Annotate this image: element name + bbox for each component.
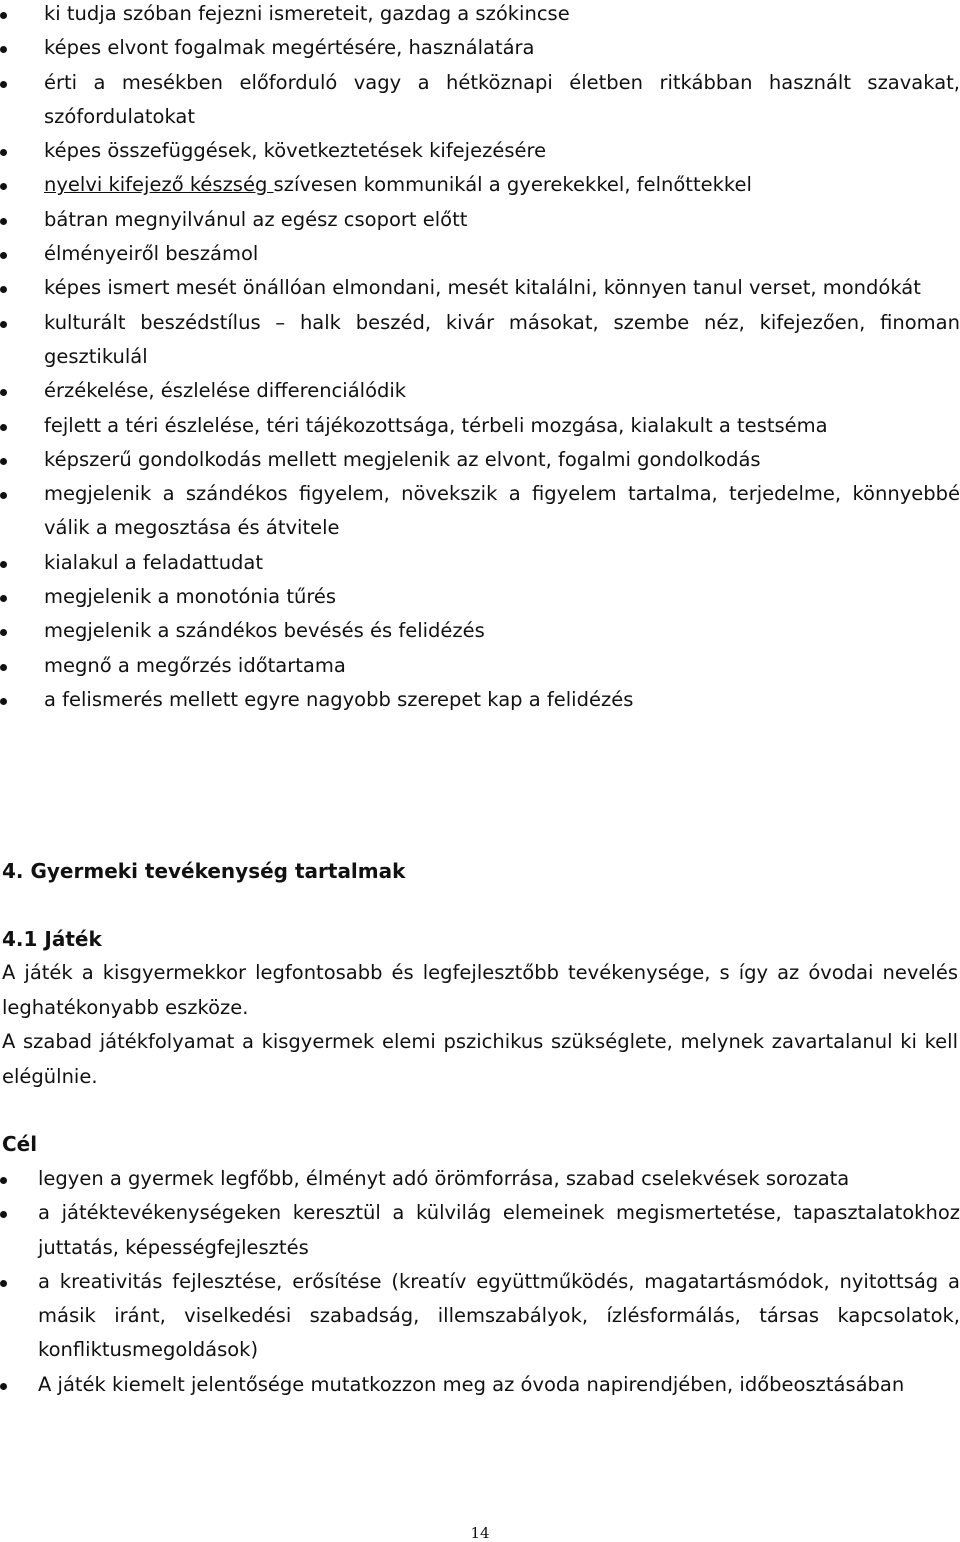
goal-list <box>0 1162 960 1402</box>
bullet-icon <box>0 595 7 602</box>
list-item-text: a felismerés mellett egyre nagyobb szerepet kap a felidézés <box>44 687 634 711</box>
list-item <box>0 31 960 65</box>
goal-heading: Cél <box>2 1132 38 1156</box>
bullet-icon <box>0 286 7 293</box>
list-item-text: képes ismert mesét önállóan elmondani, mesét kitalálni, könnyen tanul verset, mondókát <box>44 276 921 300</box>
list-item <box>0 168 960 202</box>
list-item <box>0 134 960 168</box>
list-item-text: kulturált beszédstílus – halk beszéd, kivár másokat, szembe néz, kifejezően, finoman gesztikulál <box>44 310 960 368</box>
subsection-heading: 4.1 Játék <box>2 927 102 951</box>
bullet-icon <box>0 321 7 328</box>
list-item <box>0 1162 960 1196</box>
bullet-icon <box>0 561 7 568</box>
bullet-icon <box>0 12 7 19</box>
list-item-text: megjelenik a monotónia tűrés <box>44 585 337 609</box>
list-item <box>0 649 960 683</box>
bullet-icon <box>0 252 7 259</box>
list-item <box>0 477 960 546</box>
paragraph: A játék a kisgyermekkor legfontosabb és legfejlesztőbb tevékenysége, s így az óvodai nevelés leghatékonyabb eszköze. <box>2 961 958 1019</box>
list-item-text: megjelenik a szándékos bevésés és felidézés <box>44 619 485 643</box>
bullet-icon <box>0 183 7 190</box>
list-item-text <box>44 168 960 202</box>
list-item-text: kialakul a feladattudat <box>44 550 264 574</box>
list-item-text: a játéktevékenységeken keresztül a külvilág elemeinek megismertetése, tapasztalatokhoz juttatás, képességfejlesztés <box>38 1201 960 1259</box>
list-item-text: a kreativitás fejlesztése, erősítése (kreatív együttműködés, magatartásmódok, nyitottság a másik iránt, viselkedési szabadság, illemszabályok, ízlésformálás, társas kapcsolatok, konfliktusmegoldások) <box>38 1269 960 1362</box>
list-item-text: A játék kiemelt jelentősége mutatkozzon meg az óvoda napirendjében, időbeosztásában <box>38 1372 905 1396</box>
bullet-icon <box>0 81 7 88</box>
list-item <box>0 443 960 477</box>
bullet-icon <box>0 424 7 431</box>
list-item <box>0 683 960 717</box>
development-outcomes-list <box>0 0 960 717</box>
list-item <box>0 1196 960 1265</box>
list-item-text: megnő a megőrzés időtartama <box>44 653 346 677</box>
list-item-text: bátran megnyilvánul az egész csoport előtt <box>44 207 468 231</box>
list-item-text: ki tudja szóban fejezni ismereteit, gazdag a szókincse <box>44 2 570 25</box>
bullet-icon <box>0 1177 7 1184</box>
list-item <box>0 1368 960 1402</box>
list-item <box>0 1265 960 1368</box>
list-item <box>0 580 960 614</box>
list-item <box>0 66 960 135</box>
list-item-text: képes összefüggések, következtetések kifejezésére <box>44 139 547 163</box>
section-heading: 4. Gyermeki tevékenység tartalmak <box>2 859 406 883</box>
bullet-icon <box>0 698 7 705</box>
list-item-text: képszerű gondolkodás mellett megjelenik az elvont, fogalmi gondolkodás <box>44 447 761 471</box>
list-item <box>0 306 960 375</box>
bullet-icon <box>0 218 7 225</box>
list-item-text: érzékelése, észlelése differenciálódik <box>44 379 407 403</box>
list-item <box>0 0 960 31</box>
list-item-text: fejlett a téri észlelése, téri tájékozottsága, térbeli mozgása, kialakult a testséma <box>44 413 828 437</box>
list-item <box>0 409 960 443</box>
bullet-icon <box>0 149 7 156</box>
list-item-text: érti a mesékben előforduló vagy a hétköznapi életben ritkábban használt szavakat, szófordulatokat <box>44 70 960 128</box>
list-item <box>0 203 960 237</box>
bullet-icon <box>0 492 7 499</box>
list-item-text: megjelenik a szándékos figyelem, növekszik a figyelem tartalma, terjedelme, könnyebbé válik a megosztása és átvitele <box>44 482 960 540</box>
list-item <box>0 374 960 408</box>
list-item-rest: szívesen kommunikál a gyerekekkel, felnőttekkel <box>273 173 752 197</box>
bullet-icon <box>0 389 7 396</box>
bullet-icon <box>0 1383 7 1390</box>
list-item <box>0 546 960 580</box>
bullet-icon <box>0 1280 7 1287</box>
page-number: 14 <box>470 1524 490 1542</box>
list-item <box>0 237 960 271</box>
underlined-term: nyelvi kifejező készség <box>44 173 274 197</box>
bullet-icon <box>0 46 7 53</box>
list-item-text: képes elvont fogalmak megértésére, használatára <box>44 36 535 60</box>
list-item-text: élményeiről beszámol <box>44 242 259 266</box>
bullet-icon <box>0 1211 7 1218</box>
list-item <box>0 271 960 305</box>
bullet-icon <box>0 629 7 636</box>
bullet-icon <box>0 458 7 465</box>
paragraph: A szabad játékfolyamat a kisgyermek elemi pszichikus szükséglete, melynek zavartalanul ki kell elégülnie. <box>2 1030 958 1088</box>
bullet-icon <box>0 664 7 671</box>
list-item <box>0 614 960 648</box>
list-item-text: legyen a gyermek legfőbb, élményt adó örömforrása, szabad cselekvések sorozata <box>38 1167 850 1190</box>
